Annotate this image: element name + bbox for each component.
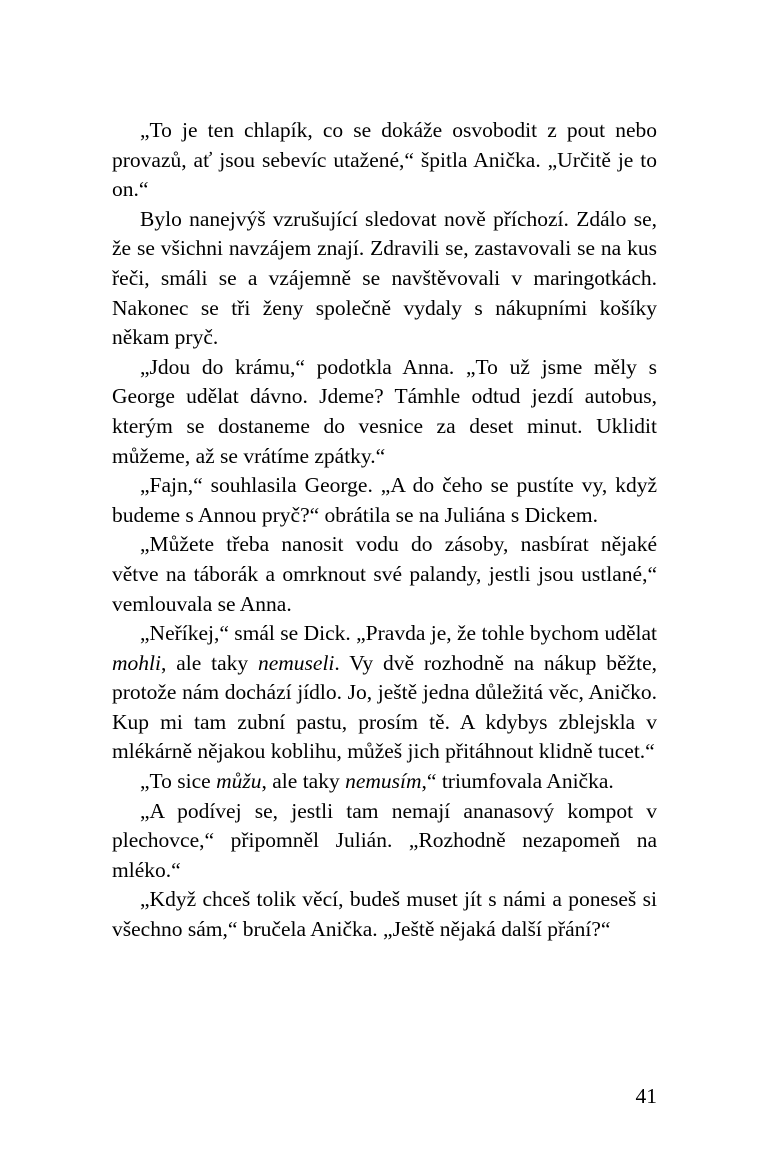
italic-text: mohli: [112, 650, 161, 675]
italic-text: nemusím: [345, 769, 422, 794]
italic-text: můžu: [216, 769, 262, 794]
paragraph: [112, 116, 657, 205]
body-text: ,“ triumfovala Anička.: [421, 769, 614, 794]
paragraph: [112, 353, 657, 471]
paragraph: [112, 205, 657, 353]
paragraph: [112, 885, 657, 944]
body-text: „To je ten chlapík, co se dokáže osvobodit z pout nebo provazů, ať jsou sebevíc utažené,“ špitla Anička. „Určitě je to on.“: [112, 118, 657, 202]
paragraph: [112, 530, 657, 619]
body-text: „Fajn,“ souhlasila George. „A do čeho se pustíte vy, když budeme s Annou pryč?“ obrátila se na Juliána s Dickem.: [112, 473, 657, 527]
body-text: „A podívej se, jestli tam nemají ananasový kompot v plechovce,“ připomněl Julián. „Rozhodně nezapomeň na mléko.“: [112, 798, 657, 882]
body-text: „Můžete třeba nanosit vodu do zásoby, nasbírat nějaké větve na táborák a omrknout své palandy, jestli jsou ustlané,“ vemlouvala se Anna.: [112, 532, 657, 616]
body-text: , ale taky: [160, 650, 258, 675]
paragraph: [112, 797, 657, 886]
paragraph: [112, 471, 657, 530]
body-text: . Vy dvě rozhodně na nákup běžte, protože nám dochází jídlo. Jo, ještě jedna důležitá věc, Aničko. Kup mi tam zubní pastu, prosím tě. A kdybys zblejskla v mlékárně nějakou koblihu, můžeš jich přitáhnout klidně tucet.“: [112, 650, 657, 764]
italic-text: nemuseli: [257, 650, 335, 675]
body-text: „To sice: [140, 769, 217, 794]
paragraph: [112, 619, 657, 767]
body-text: „Neříkej,“ smál se Dick. „Pravda je, že tohle bychom udělat: [140, 621, 657, 646]
paragraph: [112, 767, 657, 797]
text-block: [112, 116, 657, 945]
body-text: „Když chceš tolik věcí, budeš muset jít s námi a poneseš si všechno sám,“ bručela Anička. „Ještě nějaká další přání?“: [112, 887, 657, 942]
body-text: „Jdou do krámu,“ podotkla Anna. „To už jsme měly s George udělat dávno. Jdeme? Támhle odtud jezdí autobus, kterým se dostaneme do vesnice za deset minut. Uklidit můžeme, až se vrátíme zpátky.“: [112, 354, 657, 468]
body-text: Bylo nanejvýš vzrušující sledovat nově příchozí. Zdálo se, že se všichni navzájem znají. Zdravili se, zastavovali se na kus řeči, smáli se a vzájemně se navštěvovali v maringotkách. Nakonec se tři ženy společně vydaly s nákupními košíky někam pryč.: [112, 206, 657, 350]
page-number: 41: [635, 1084, 657, 1108]
body-text: , ale taky: [261, 769, 346, 794]
